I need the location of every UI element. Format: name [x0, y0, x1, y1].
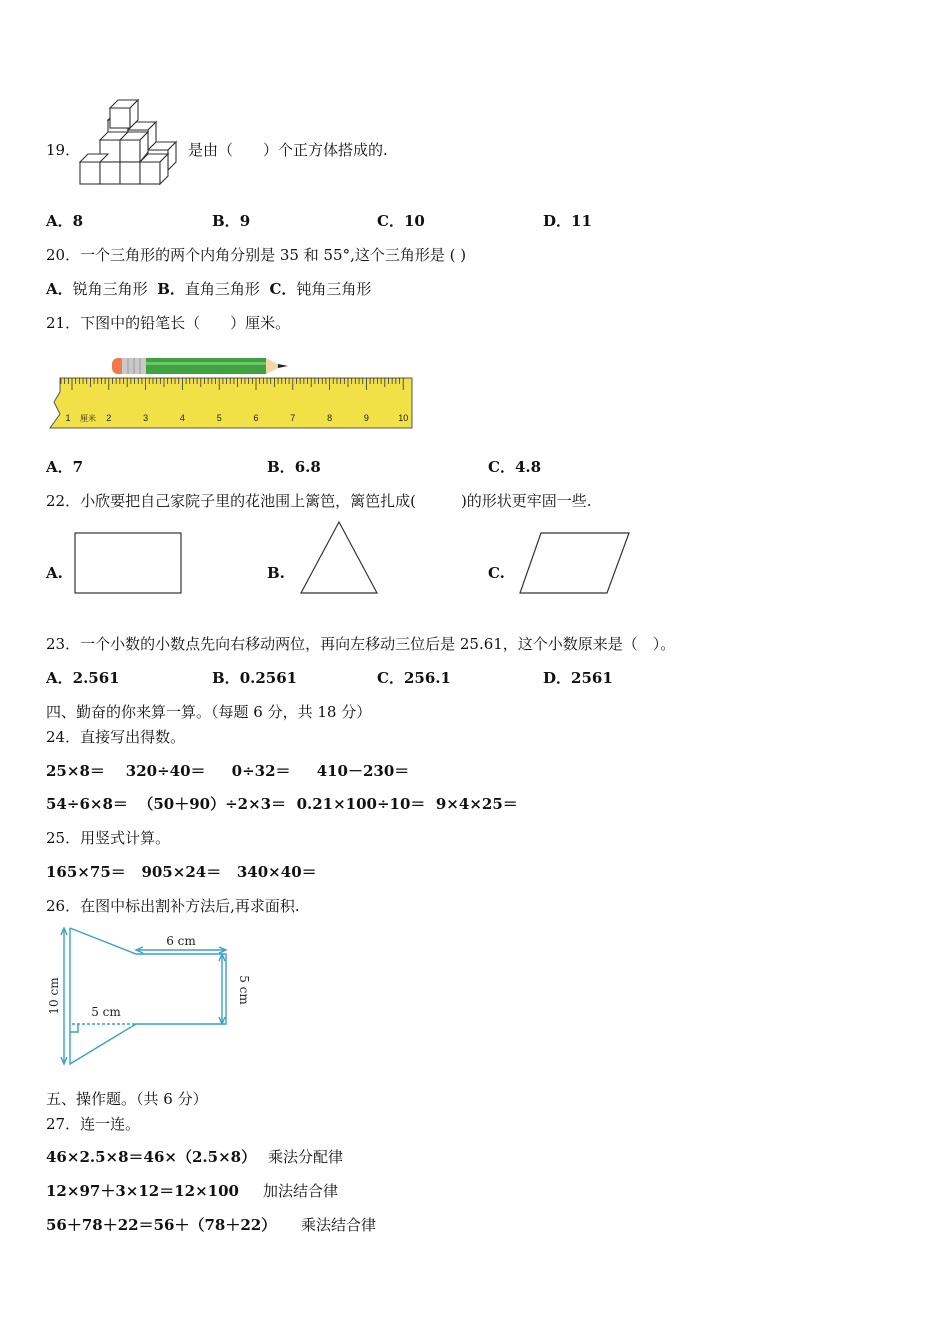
left-length-label: 10 cm [47, 977, 61, 1015]
q24-row1: 25×8＝ 320÷40＝ 0÷32＝ 410－230＝ [46, 762, 410, 780]
right-length-label: 5 cm [237, 975, 251, 1005]
section-5-heading: 五、操作题。（共 6 分） [46, 1090, 208, 1108]
q19-option-a: A．8 [46, 212, 84, 230]
top-length-label: 6 cm [166, 934, 196, 948]
q25-items: 165×75＝ 905×24＝ 340×40＝ [46, 863, 317, 881]
q26-question: 26．在图中标出割补方法后,再求面积. [46, 897, 300, 915]
q27-question: 27．连一连。 [46, 1115, 141, 1133]
q20-option-b-value: 直角三角形 [184, 280, 260, 298]
q19-option-b: B．9 [212, 212, 251, 230]
q27-expr-1: 46×2.5×8＝46×（2.5×8） [46, 1148, 257, 1166]
q20-option-b-label: B． [157, 280, 185, 298]
ruler-tick-label: 10 [398, 413, 409, 423]
q19-question: 是由（ ）个正方体搭成的. [188, 141, 388, 159]
q20-options [46, 282, 371, 297]
q22-option-a-label: A. [46, 564, 63, 582]
q19-number: 19． [46, 141, 81, 159]
parallelogram-shape [519, 532, 631, 594]
q21-option-b: B．6.8 [267, 458, 321, 476]
triangle-shape [300, 521, 380, 595]
pencil-ruler-figure [46, 352, 416, 432]
q21-question: 21．下图中的铅笔长（ ）厘米。 [46, 314, 291, 332]
q20-option-c-value: 钝角三角形 [296, 280, 372, 298]
q27-law-1: 乘法分配律 [268, 1148, 344, 1166]
q20-option-a-value: 锐角三角形 [72, 280, 148, 298]
composite-shape-figure [44, 924, 254, 1069]
ruler-tick-label: 7 [290, 413, 296, 423]
q24-row2: 54÷6×8＝ （50＋90）÷2×3＝ 0.21×100÷10＝ 9×4×25＝ [46, 795, 518, 813]
q20-option-c-label: C． [269, 280, 297, 298]
q20-question: 20．一个三角形的两个内角分别是 35 和 55°,这个三角形是 ( ) [46, 246, 467, 264]
q19-option-c: C．10 [377, 212, 425, 230]
q20-option-a-label: A． [46, 280, 73, 298]
section-4-heading: 四、勤奋的你来算一算。（每题 6 分，共 18 分） [46, 703, 372, 721]
q23-question: 23．一个小数的小数点先向右移动两位，再向左移动三位后是 25.61，这个小数原来是（ ）。 [46, 635, 676, 653]
cube-stack-figure [78, 100, 186, 186]
ruler-tick-label: 9 [363, 413, 369, 423]
q22-option-b-label: B. [267, 564, 285, 582]
q22-question: 22．小欣要把自己家院子里的花池围上篱笆，篱笆扎成( )的形状更牢固一些. [46, 492, 592, 510]
rectangle-shape [74, 532, 182, 594]
ruler-tick-label: 4 [179, 413, 185, 423]
ruler-unit-label: 厘米 [80, 414, 96, 423]
ruler-tick-label: 6 [253, 413, 259, 423]
q21-option-c: C．4.8 [488, 458, 542, 476]
q27-expr-3: 56＋78＋22＝56＋（78＋22） [46, 1216, 277, 1234]
q23-option-d: D．2561 [543, 669, 613, 687]
q27-law-2: 加法结合律 [263, 1182, 339, 1200]
ruler-tick-label: 8 [327, 413, 333, 423]
q25-question: 25．用竖式计算。 [46, 829, 171, 847]
pencil-icon [112, 358, 288, 374]
inner-length-label: 5 cm [91, 1005, 121, 1019]
q27-expr-2: 12×97＋3×12＝12×100 [46, 1182, 239, 1200]
q19-option-d: D．11 [543, 212, 592, 230]
q27-law-3: 乘法结合律 [301, 1216, 377, 1234]
q22-option-c-label: C. [488, 564, 505, 582]
q21-option-a: A．7 [46, 458, 84, 476]
q24-question: 24．直接写出得数。 [46, 728, 186, 746]
q23-option-a: A．2.561 [46, 669, 120, 687]
q23-option-c: C．256.1 [377, 669, 451, 687]
ruler-tick-label: 1 [65, 413, 71, 423]
ruler-tick-label: 3 [143, 413, 149, 423]
ruler-tick-label: 5 [216, 413, 222, 423]
ruler-tick-label: 2 [106, 413, 112, 423]
q23-option-b: B．0.2561 [212, 669, 298, 687]
